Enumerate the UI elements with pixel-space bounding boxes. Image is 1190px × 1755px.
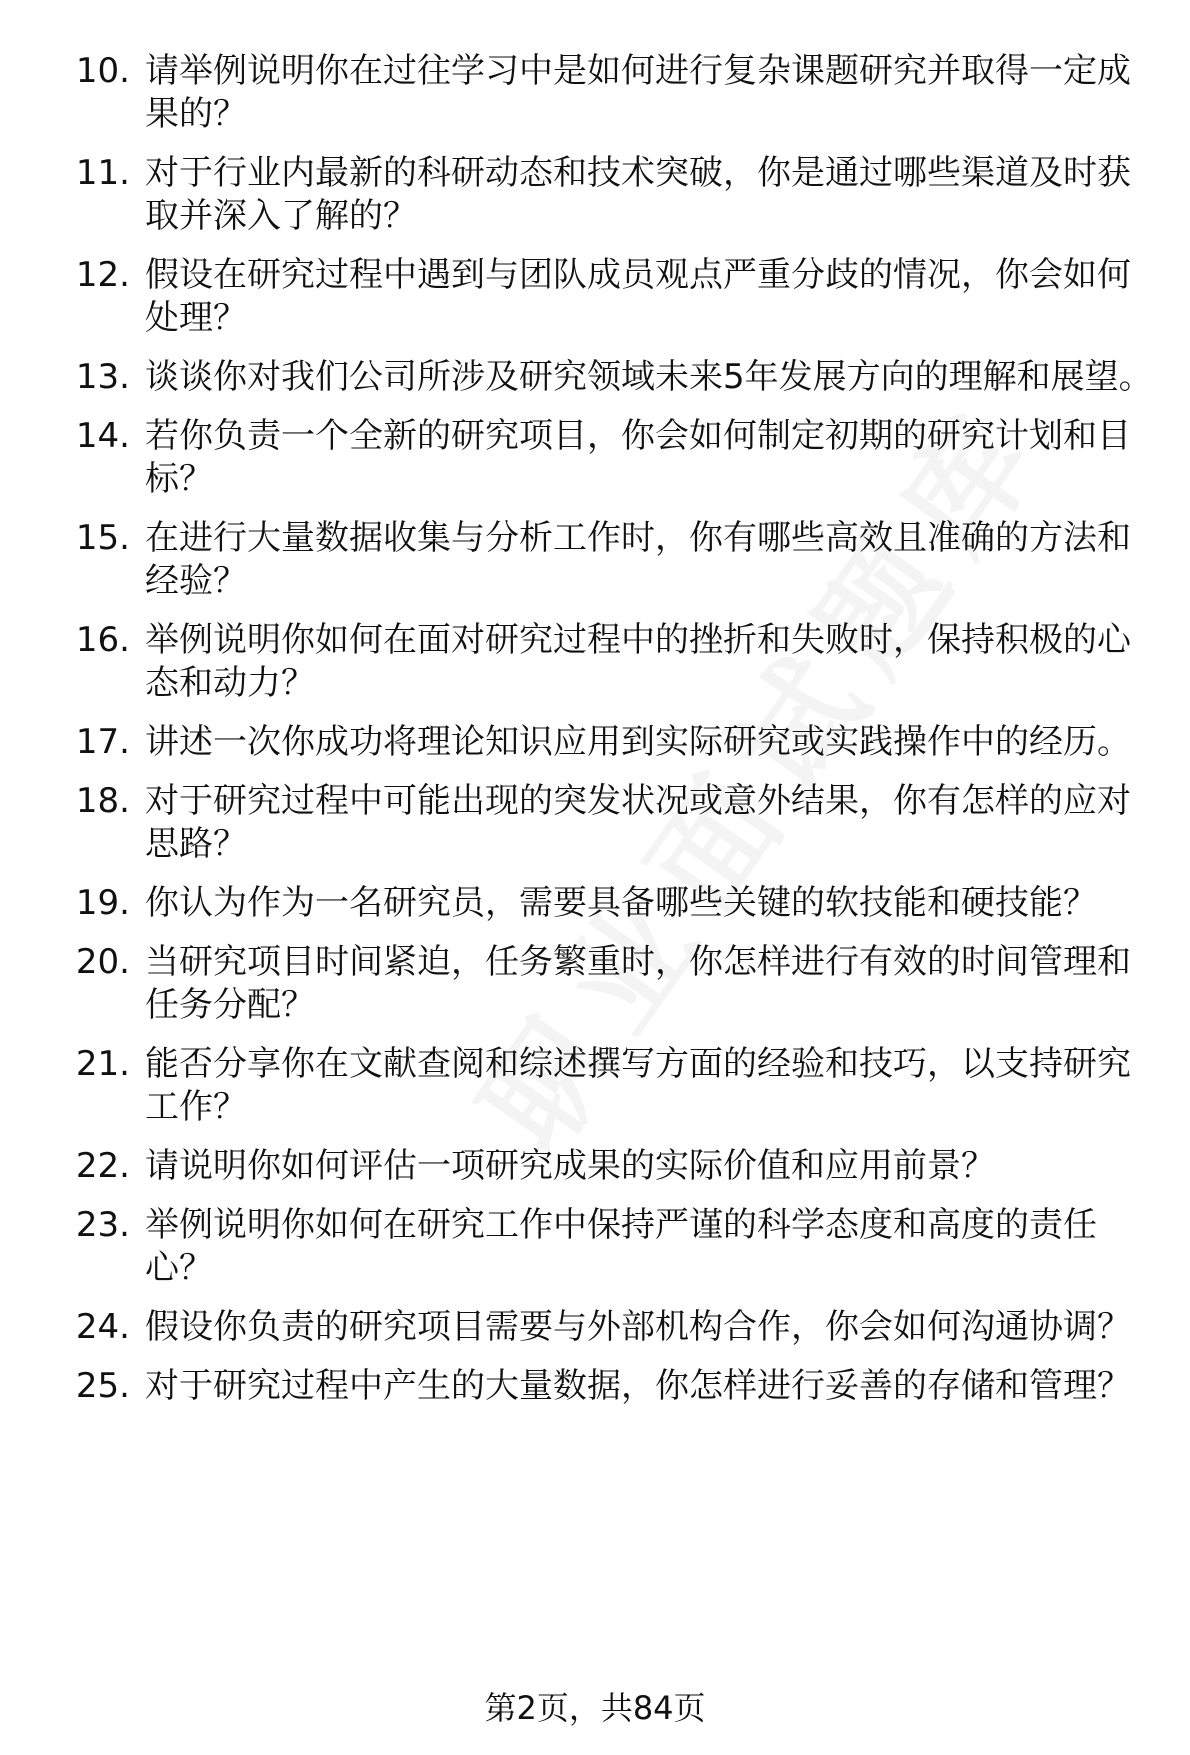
question-text: 假设你负责的研究项目需要与外部机构合作，你会如何沟通协调？ [145, 1307, 1131, 1347]
question-text: 谈谈你对我们公司所涉及研究领域未来5年发展方向的理解和展望。 [145, 357, 1153, 397]
question-number: 25. [75, 1366, 130, 1406]
question-text: 请说明你如何评估一项研究成果的实际价值和应用前景？ [145, 1146, 995, 1186]
question-text: 请举例说明你在过往学习中是如何进行复杂课题研究并取得一定成果的？ [145, 51, 1131, 134]
question-number: 21. [75, 1044, 130, 1084]
question-item [60, 415, 1160, 501]
question-text: 对于行业内最新的科研动态和技术突破，你是通过哪些渠道及时获取并深入了解的？ [145, 153, 1131, 236]
question-item [60, 1204, 1160, 1290]
question-number: 23. [75, 1205, 130, 1245]
question-item [60, 254, 1160, 340]
question-number: 15. [75, 518, 130, 558]
question-number: 17. [75, 722, 130, 762]
question-item [60, 1365, 1160, 1408]
page-footer: 第2页，共84页 [484, 1689, 706, 1727]
question-item [60, 50, 1160, 136]
question-text: 假设在研究过程中遇到与团队成员观点严重分歧的情况，你会如何处理？ [145, 255, 1131, 338]
question-item [60, 356, 1160, 399]
question-number: 18. [75, 781, 130, 821]
question-text: 对于研究过程中可能出现的突发状况或意外结果，你有怎样的应对思路？ [145, 781, 1131, 864]
question-item [60, 1145, 1160, 1188]
question-item [60, 882, 1160, 925]
question-item [60, 941, 1160, 1027]
question-item [60, 152, 1160, 238]
question-text: 讲述一次你成功将理论知识应用到实际研究或实践操作中的经历。 [145, 722, 1131, 762]
question-text: 举例说明你如何在面对研究过程中的挫折和失败时，保持积极的心态和动力？ [145, 620, 1131, 703]
question-item [60, 619, 1160, 705]
question-text: 在进行大量数据收集与分析工作时，你有哪些高效且准确的方法和经验？ [145, 518, 1131, 601]
question-item [60, 721, 1160, 764]
question-number: 19. [75, 883, 130, 923]
question-item [60, 780, 1160, 866]
question-text: 你认为作为一名研究员，需要具备哪些关键的软技能和硬技能？ [145, 883, 1097, 923]
question-text: 若你负责一个全新的研究项目，你会如何制定初期的研究计划和目标？ [145, 416, 1131, 499]
question-number: 22. [75, 1146, 130, 1186]
question-text: 对于研究过程中产生的大量数据，你怎样进行妥善的存储和管理？ [145, 1366, 1131, 1406]
question-number: 16. [75, 620, 130, 660]
question-list [60, 50, 1160, 1424]
question-text: 能否分享你在文献查阅和综述撰写方面的经验和技巧，以支持研究工作？ [145, 1044, 1131, 1127]
question-number: 12. [75, 255, 130, 295]
question-item [60, 1306, 1160, 1349]
question-number: 20. [75, 942, 130, 982]
question-number: 11. [75, 153, 130, 193]
question-number: 13. [75, 357, 130, 397]
question-number: 14. [75, 416, 130, 456]
question-item [60, 517, 1160, 603]
question-number: 10. [75, 51, 130, 91]
question-item [60, 1043, 1160, 1129]
question-text: 当研究项目时间紧迫，任务繁重时，你怎样进行有效的时间管理和任务分配？ [145, 942, 1131, 1025]
question-text: 举例说明你如何在研究工作中保持严谨的科学态度和高度的责任心？ [145, 1205, 1097, 1288]
question-number: 24. [75, 1307, 130, 1347]
